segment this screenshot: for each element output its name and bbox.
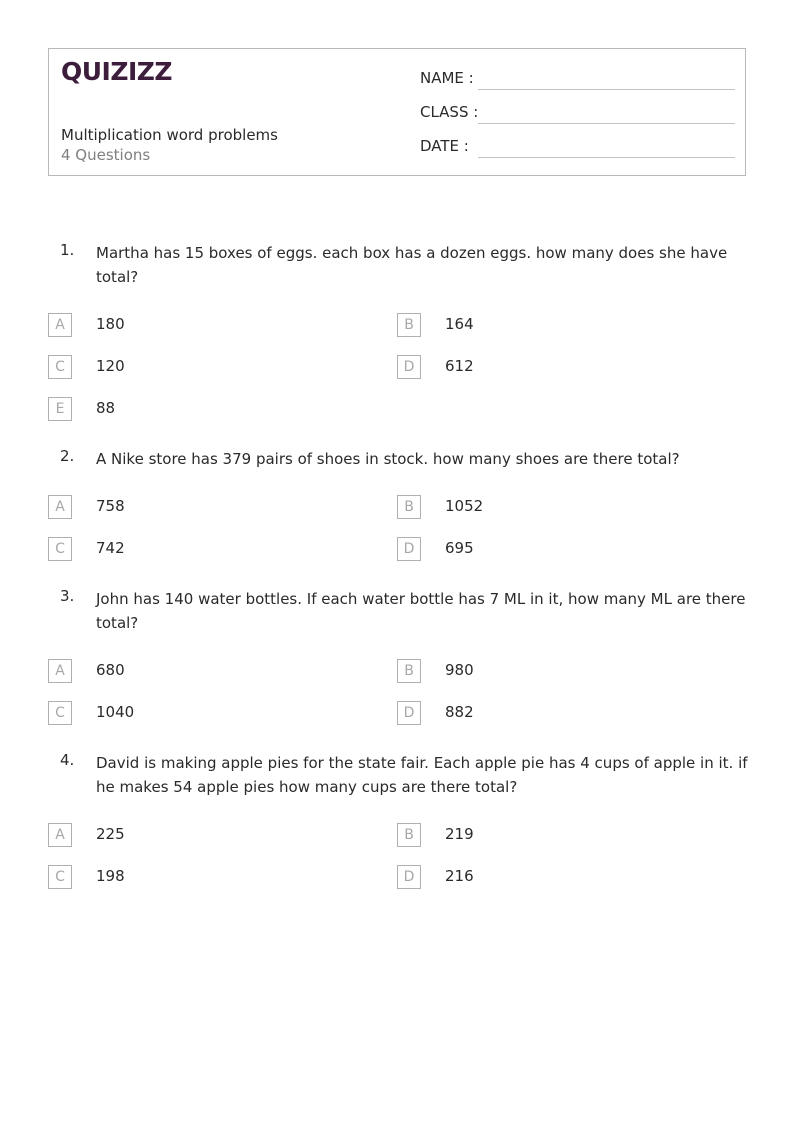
option-text: 180 — [96, 315, 125, 333]
option-letter-box[interactable]: E — [48, 397, 72, 421]
name-line[interactable] — [478, 89, 735, 90]
q2-option-d[interactable] — [397, 537, 697, 561]
option-letter-box[interactable]: A — [48, 495, 72, 519]
option-letter-box[interactable]: D — [397, 701, 421, 725]
q1-option-a[interactable] — [48, 313, 348, 337]
option-text: 695 — [445, 539, 474, 557]
question-text: Martha has 15 boxes of eggs. each box has a dozen eggs. how many does she have total? — [96, 244, 728, 286]
date-label: DATE : — [420, 137, 469, 155]
date-field[interactable] — [420, 137, 735, 159]
option-text: 758 — [96, 497, 125, 515]
q2-option-b[interactable] — [397, 495, 697, 519]
q1-option-e[interactable] — [48, 397, 348, 421]
q3-option-d[interactable] — [397, 701, 697, 725]
option-letter-box[interactable]: D — [397, 537, 421, 561]
question-number: 1. — [60, 241, 75, 259]
question-number: 2. — [60, 447, 75, 465]
name-label: NAME : — [420, 69, 474, 87]
worksheet-header — [48, 48, 746, 176]
option-text: 219 — [445, 825, 474, 843]
q3-option-c[interactable] — [48, 701, 348, 725]
option-text: 216 — [445, 867, 474, 885]
option-letter-box[interactable]: B — [397, 823, 421, 847]
worksheet-title: Multiplication word problems — [61, 126, 278, 144]
q2-option-c[interactable] — [48, 537, 348, 561]
option-letter-box[interactable]: B — [397, 495, 421, 519]
question-text: John has 140 water bottles. If each water bottle has 7 ML in it, how many ML are there total? — [96, 590, 746, 632]
date-line[interactable] — [478, 157, 735, 158]
option-letter-box[interactable]: C — [48, 537, 72, 561]
question-text: David is making apple pies for the state fair. Each apple pie has 4 cups of apple in it. if he makes 54 apple pies how many cups are there total? — [96, 754, 748, 796]
option-letter-box[interactable]: D — [397, 355, 421, 379]
option-text: 882 — [445, 703, 474, 721]
option-text: 1052 — [445, 497, 484, 515]
option-text: 225 — [96, 825, 125, 843]
option-letter-box[interactable]: A — [48, 659, 72, 683]
class-field[interactable] — [420, 103, 735, 125]
question-count: 4 Questions — [61, 146, 151, 164]
option-text: 120 — [96, 357, 125, 375]
option-letter-box[interactable]: B — [397, 659, 421, 683]
q1-option-b[interactable] — [397, 313, 697, 337]
option-text: 1040 — [96, 703, 135, 721]
q3-option-b[interactable] — [397, 659, 697, 683]
option-text: 198 — [96, 867, 125, 885]
q2-option-a[interactable] — [48, 495, 348, 519]
q3-option-a[interactable] — [48, 659, 348, 683]
question-number: 4. — [60, 751, 75, 769]
q4-option-c[interactable] — [48, 865, 348, 889]
option-text: 164 — [445, 315, 474, 333]
option-letter-box[interactable]: B — [397, 313, 421, 337]
q4-option-d[interactable] — [397, 865, 697, 889]
option-text: 680 — [96, 661, 125, 679]
q4-option-a[interactable] — [48, 823, 348, 847]
option-letter-box[interactable]: C — [48, 701, 72, 725]
option-letter-box[interactable]: D — [397, 865, 421, 889]
name-field[interactable] — [420, 69, 735, 91]
option-letter-box[interactable]: C — [48, 865, 72, 889]
question-text: A Nike store has 379 pairs of shoes in stock. how many shoes are there total? — [96, 450, 680, 468]
q4-option-b[interactable] — [397, 823, 697, 847]
option-letter-box[interactable]: C — [48, 355, 72, 379]
q1-option-c[interactable] — [48, 355, 348, 379]
option-text: 88 — [96, 399, 116, 417]
option-letter-box[interactable]: A — [48, 313, 72, 337]
class-line[interactable] — [478, 123, 735, 124]
option-text: 980 — [445, 661, 474, 679]
question-number: 3. — [60, 587, 75, 605]
class-label: CLASS : — [420, 103, 479, 121]
option-text: 742 — [96, 539, 125, 557]
quizizz-logo: QUIZIZZ — [61, 57, 173, 86]
option-text: 612 — [445, 357, 474, 375]
option-letter-box[interactable]: A — [48, 823, 72, 847]
q1-option-d[interactable] — [397, 355, 697, 379]
